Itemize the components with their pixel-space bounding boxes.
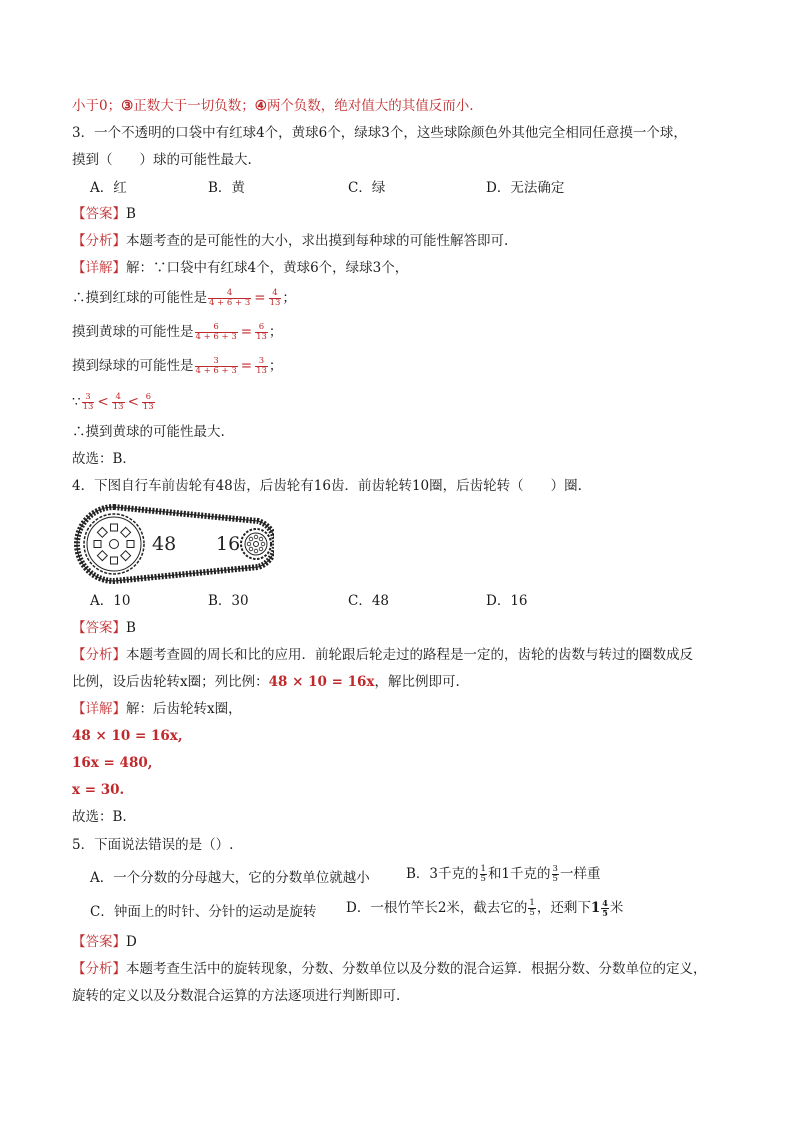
q3-red-probability: ∴摸到红球的可能性是 $\frac{4}{4 + 6 + 3}$ = $\frac{4}{13}$ ； bbox=[72, 288, 296, 308]
q4-equation-1: 48 × 10 = 16x, bbox=[72, 728, 183, 744]
q3-option-c: C．绿 bbox=[348, 180, 386, 196]
q3-green-probability: 摸到绿球的可能性是 $\frac{3}{4 + 6 + 3}$ = $\frac{3}{13}$ ； bbox=[72, 356, 283, 376]
q3-detail: 【详解】解：∵口袋中有红球4个，黄球6个，绿球3个， bbox=[72, 260, 409, 276]
q4-option-c: C．48 bbox=[348, 593, 390, 609]
q5-option-b: B．3千克的 $\frac{1}{5}$ 和1千克的 $\frac{3}{5}$ 一样重 bbox=[406, 864, 601, 884]
q3-stem-line1: 3．一个不透明的口袋中有红球4个，黄球6个，绿球3个，这些球除颜色外其他完全相同任意摸一个球， bbox=[72, 125, 687, 141]
intro-line: 小于0；③正数大于一切负数；④两个负数，绝对值大的其值反而小. bbox=[72, 98, 474, 114]
q3-analysis: 【分析】本题考查的是可能性的大小，求出摸到每种球的可能性解答即可. bbox=[72, 233, 509, 249]
q4-option-b: B．30 bbox=[208, 593, 249, 609]
rear-gear bbox=[241, 529, 271, 559]
q3-comparison: ∵ $\frac{3}{13}$ < $\frac{4}{13}$ < $\frac{6}{13}$ bbox=[72, 392, 154, 412]
bicycle-gear-diagram bbox=[70, 504, 274, 584]
q5-answer: 【答案】D bbox=[72, 934, 137, 950]
q4-equation-2: 16x = 480, bbox=[72, 755, 153, 771]
q5-analysis-line2: 旋转的定义以及分数混合运算的方法逐项进行判断即可. bbox=[72, 988, 401, 1004]
q3-option-d: D．无法确定 bbox=[486, 180, 565, 196]
q5-option-c: C．钟面上的时针、分针的运动是旋转 bbox=[90, 904, 317, 920]
q3-option-a: A．红 bbox=[90, 180, 127, 196]
q4-detail: 【详解】解：后齿轮转x圈， bbox=[72, 701, 242, 717]
q3-stem-line2: 摸到（ ）球的可能性最大. bbox=[72, 152, 252, 168]
q4-option-d: D．16 bbox=[486, 593, 528, 609]
q4-option-a: A．10 bbox=[90, 593, 131, 609]
red-fraction-sum: $\frac{4}{4 + 6 + 3}$ bbox=[209, 288, 251, 308]
q3-answer: 【答案】B bbox=[72, 206, 136, 222]
rear-gear-label: 16 bbox=[216, 533, 241, 555]
q4-answer: 【答案】B bbox=[72, 620, 136, 636]
green-fraction-sum: $\frac{3}{4 + 6 + 3}$ bbox=[195, 356, 237, 376]
q5-stem: 5．下面说法错误的是（）. bbox=[72, 837, 234, 853]
mixed-number: 1 $\frac{4}{5}$ bbox=[590, 898, 608, 918]
q4-analysis-line2: 比例，设后齿轮转x圈；列比例：48 × 10 = 16x，解比例即可. bbox=[72, 674, 460, 690]
front-gear bbox=[84, 514, 144, 574]
q4-stem: 4．下图自行车前齿轮有48齿，后齿轮有16齿．前齿轮转10圈，后齿轮转（ ）圈. bbox=[72, 478, 582, 494]
q3-option-b: B．黄 bbox=[208, 180, 245, 196]
q5-option-d: D．一根竹竿长2米，截去它的 $\frac{1}{5}$ ，还剩下1 $\frac{4}{5}$ 米 bbox=[346, 898, 624, 918]
q5-option-a: A．一个分数的分母越大，它的分数单位就越小 bbox=[90, 870, 370, 886]
q5-analysis-line1: 【分析】本题考查生活中的旋转现象，分数、分数单位以及分数的混合运算．根据分数、分数单位的定义， bbox=[72, 961, 707, 977]
q4-equation-3: x = 30. bbox=[72, 782, 125, 798]
q4-analysis-line1: 【分析】本题考查圆的周长和比的应用．前轮跟后轮走过的路程是一定的，齿轮的齿数与转过的圈数成反 bbox=[72, 647, 693, 663]
yellow-fraction-simplified: $\frac{6}{13}$ bbox=[256, 322, 267, 342]
q3-choose: 故选：B． bbox=[72, 451, 136, 467]
green-fraction-simplified: $\frac{3}{13}$ bbox=[256, 356, 267, 376]
q4-choose: 故选：B. bbox=[72, 809, 127, 825]
red-fraction-simplified: $\frac{4}{13}$ bbox=[269, 288, 281, 308]
front-gear-label: 48 bbox=[152, 533, 177, 555]
q3-conclusion: ∴摸到黄球的可能性最大. bbox=[72, 424, 225, 440]
yellow-fraction-sum: $\frac{6}{4 + 6 + 3}$ bbox=[195, 322, 237, 342]
q3-yellow-probability: 摸到黄球的可能性是 $\frac{6}{4 + 6 + 3}$ = $\frac{6}{13}$ ； bbox=[72, 322, 283, 342]
